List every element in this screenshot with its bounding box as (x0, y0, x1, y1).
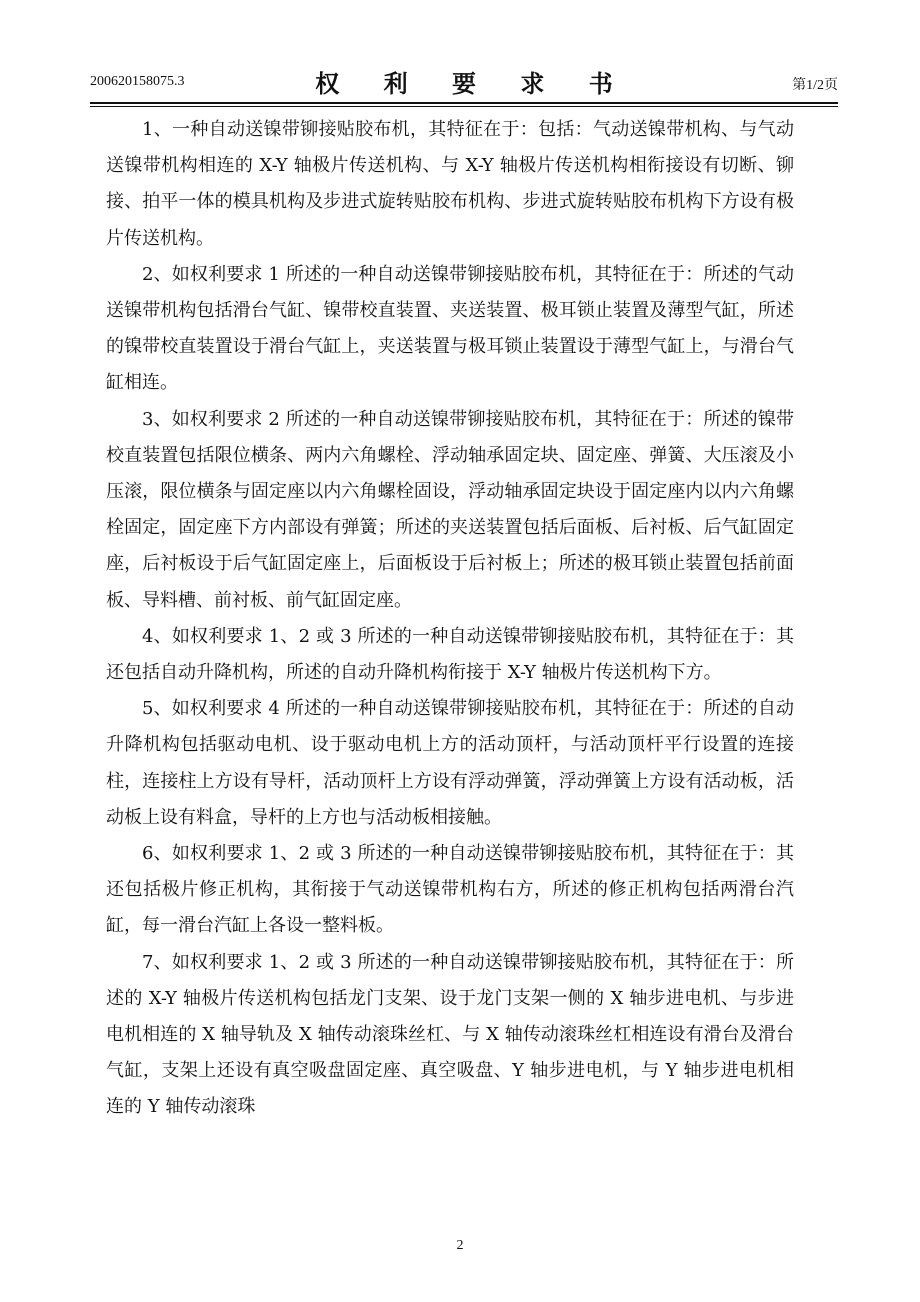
page-number: 2 (456, 1238, 464, 1253)
header-rule (90, 102, 838, 104)
claim-6: 6、如权利要求 1、2 或 3 所述的一种自动送镍带铆接贴胶布机，其特征在于：其还包括极片修正机构，其衔接于气动送镍带机构右方，所述的修正机构包括两滑台汽缸，每一滑台汽缸上各设一整料板。 (106, 843, 794, 937)
page-header (90, 64, 838, 104)
claim-3: 3、如权利要求 2 所述的一种自动送镍带铆接贴胶布机，其特征在于：所述的镍带校直装置包括限位横条、两内六角螺栓、浮动轴承固定块、固定座、弹簧、大压滚及小压滚，限位横条与固定座以内六角螺栓固设，浮动轴承固定块设于固定座内以内六角螺栓固定，固定座下方内部设有弹簧；所述的夹送装置包括后面板、后衬板、后气缸固定座，后衬板设于后气缸固定座上，后面板设于后衬板上；所述的极耳锁止装置包括前面板、导料槽、前衬板、前气缸固定座。 (106, 408, 794, 611)
claim-7: 7、如权利要求 1、2 或 3 所述的一种自动送镍带铆接贴胶布机，其特征在于：所述的 X-Y 轴极片传送机构包括龙门支架、设于龙门支架一侧的 X 轴步进电机、与步进电机相连的 X 轴导轨及 X 轴传动滚珠丝杠、与 X 轴传动滚珠丝杠相连设有滑台及滑台气缸，支架上还设有真空吸盘固定座、真空吸盘、Y 轴步进电机，与 Y 轴步进电机相连的 Y 轴传动滚珠 (106, 951, 794, 1118)
application-number: 200620158075.3 (90, 74, 185, 89)
claim-4: 4、如权利要求 1、2 或 3 所述的一种自动送镍带铆接贴胶布机，其特征在于：其还包括自动升降机构，所述的自动升降机构衔接于 X-Y 轴极片传送机构下方。 (106, 625, 794, 684)
claims-body (106, 112, 794, 1126)
claim-1: 1、一种自动送镍带铆接贴胶布机，其特征在于：包括：气动送镍带机构、与气动送镍带机构相连的 X-Y 轴极片传送机构、与 X-Y 轴极片传送机构相衔接设有切断、铆接、拍平一体的模具机构及步进式旋转贴胶布机构、步进式旋转贴胶布机构下方设有极片传送机构。 (106, 119, 794, 249)
header-rule-thin (90, 106, 838, 107)
page-indicator: 第1/2页 (792, 78, 838, 93)
claim-5: 5、如权利要求 4 所述的一种自动送镍带铆接贴胶布机，其特征在于：所述的自动升降机构包括驱动电机、设于驱动电机上方的活动顶杆，与活动顶杆平行设置的连接柱，连接柱上方设有导杆，活动顶杆上方设有浮动弹簧，浮动弹簧上方设有活动板，活动板上设有料盒，导杆的上方也与活动板相接触。 (106, 698, 794, 828)
document-title: 权 利 要 求 书 (315, 69, 631, 98)
claim-2: 2、如权利要求 1 所述的一种自动送镍带铆接贴胶布机，其特征在于：所述的气动送镍带机构包括滑台气缸、镍带校直装置、夹送装置、极耳锁止装置及薄型气缸，所述的镍带校直装置设于滑台气缸上，夹送装置与极耳锁止装置设于薄型气缸上，与滑台气缸相连。 (106, 263, 794, 394)
